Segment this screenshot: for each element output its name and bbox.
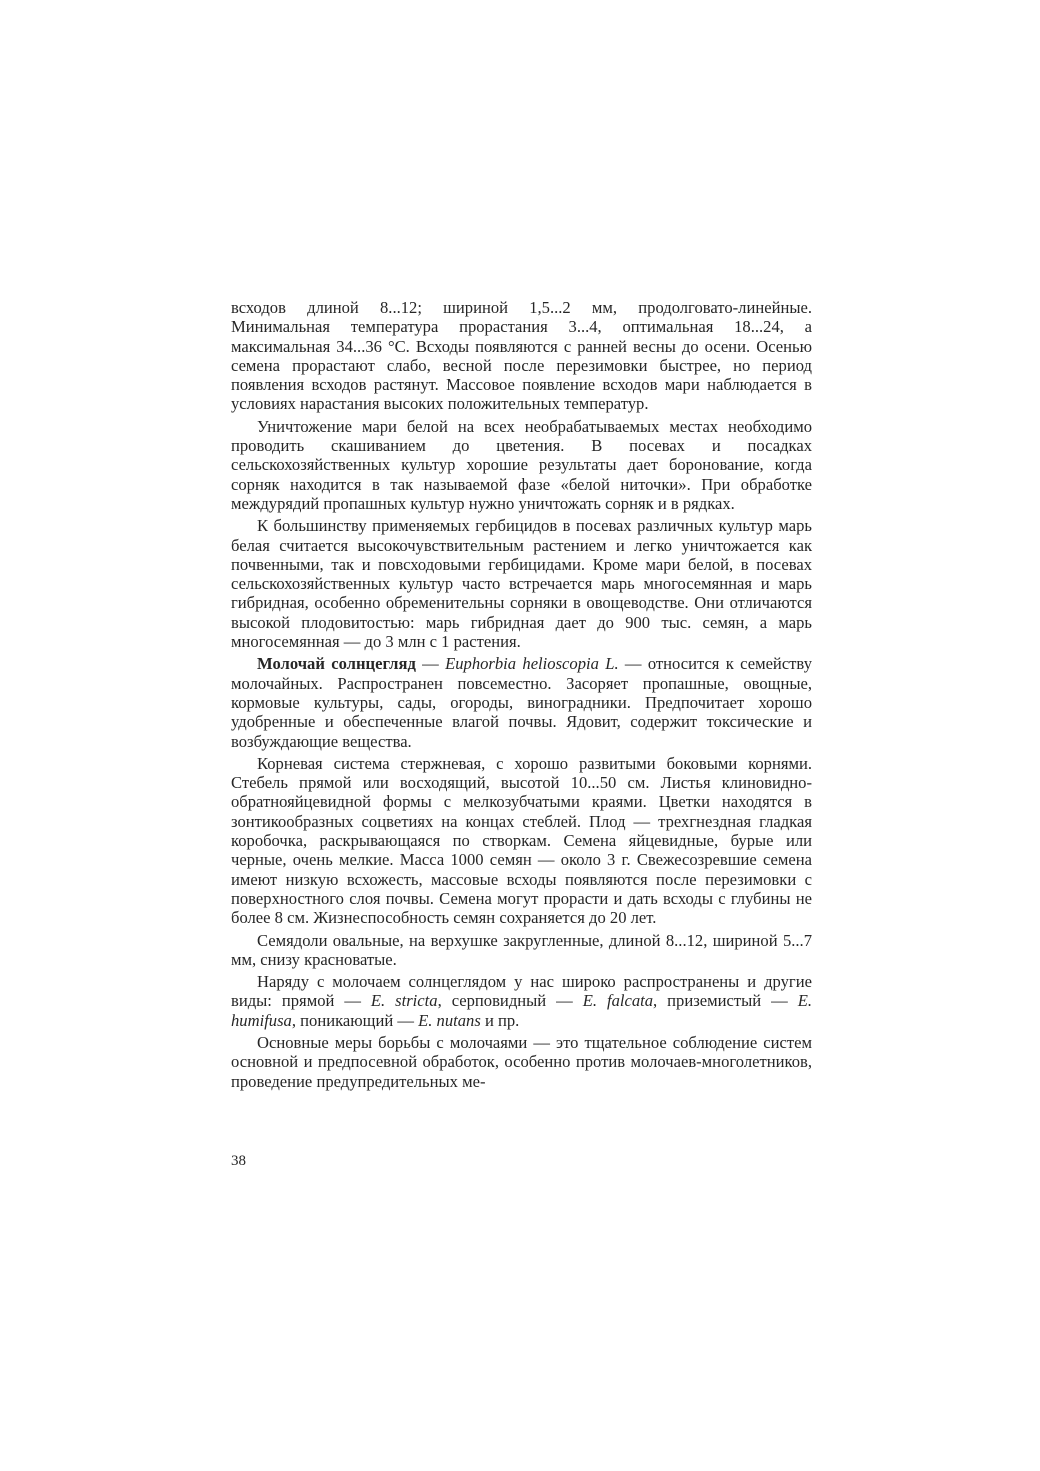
latin-name: E. nutans [418,1010,481,1030]
latin-name: E. falcata [582,991,654,1011]
paragraph-4-text: — относится к семейству молочайных. Распространен повсеместно. Засоряет пропашные, овощные, кормовые культуры, сады, огороды, виноградники. Предпочитает хорошо удобренные и обеспеченные влагой почвы. Ядовит, содержит токсические и возбуждающие вещества. [231,654,812,751]
text-span: Наряду с молочаем солнцеглядом у нас широко распространены и другие виды: прямой — [231,972,812,1011]
latin-name: E. stricta [370,991,438,1011]
text-span: , приземистый — [653,991,798,1011]
page-body-text [231,298,812,1091]
paragraph-6: Семядоли овальные, на верхушке закругленные, длиной 8...12, шириной 5...7 мм, снизу красноватые. [231,930,812,969]
page-number: 38 [231,1153,246,1169]
text-span: , серповидный — [437,991,583,1011]
paragraph-2: Уничтожение мари белой на всех необрабатываемых местах необходимо проводить скашиванием до цветения. В посевах и посадках сельскохозяйственных культур хорошие результаты дает боронование, когда сорняк находится в так называемой фазе «белой ниточки». При обработке междурядий пропашных культур нужно уничтожать сорняк и в рядках. [231,416,812,513]
paragraph-7-species-list [231,972,812,1030]
species-heading: Молочай солнцегляд [257,654,416,674]
paragraph-3: К большинству применяемых гербицидов в посевах различных культур марь белая считается высокочувствительным растением и легко уничтожается как почвенными, так и повсходовыми гербицидами. Кроме мари белой, в посевах сельскохозяйственных культур часто встречается марь многосемянная и марь гибридная, особенно обременительны сорняки в овощеводстве. Они отличаются высокой плодовитостью: марь гибридная дает до 900 тыс. семян, а марь многосемянная — до 3 млн с 1 растения. [231,516,812,652]
paragraph-8: Основные меры борьбы с молочаями — это тщательное соблюдение систем основной и предпосевной обработок, особенно против молочаев-многолетников, проведение предупредительных ме- [231,1032,812,1091]
latin-name: E. humifusa [231,991,812,1030]
text-span: и пр. [480,1010,520,1030]
paragraph-4-euphorbia-intro [231,654,812,750]
heading-separator: — [415,654,446,674]
latin-name: Euphorbia helioscopia L. [445,654,619,674]
text-span: , поникающий — [291,1010,419,1030]
paragraph-5: Корневая система стержневая, с хорошо развитыми боковыми корнями. Стебель прямой или восходящий, высотой 10...50 см. Листья клиновидно-обратнояйцевидной формы с мелкозубчатыми краями. Цветки находятся в зонтикообразных соцветиях на концах стеблей. Плод — трехгнездная гладкая коробочка, раскрывающаяся по створкам. Семена яйцевидные, бурые или черные, очень мелкие. Масса 1000 семян — около 3 г. Свежесозревшие семена имеют низкую всхожесть, массовые всходы появляются после перезимовки с поверхностного слоя почвы. Семена могут прорасти и дать всходы с глубины не более 8 см. Жизнеспособность семян сохраняется до 20 лет. [231,753,812,928]
paragraph-1: всходов длиной 8...12; шириной 1,5...2 мм, продолговато-линейные. Минимальная температура прорастания 3...4, оптимальная 18...24, а максимальная 34...36 °С. Всходы появляются с ранней весны до осени. Осенью семена прорастают слабо, весной после перезимовки быстрее, но период появления всходов растянут. Массовое появление всходов мари наблюдается в условиях нарастания высоких положительных температур. [231,298,812,414]
